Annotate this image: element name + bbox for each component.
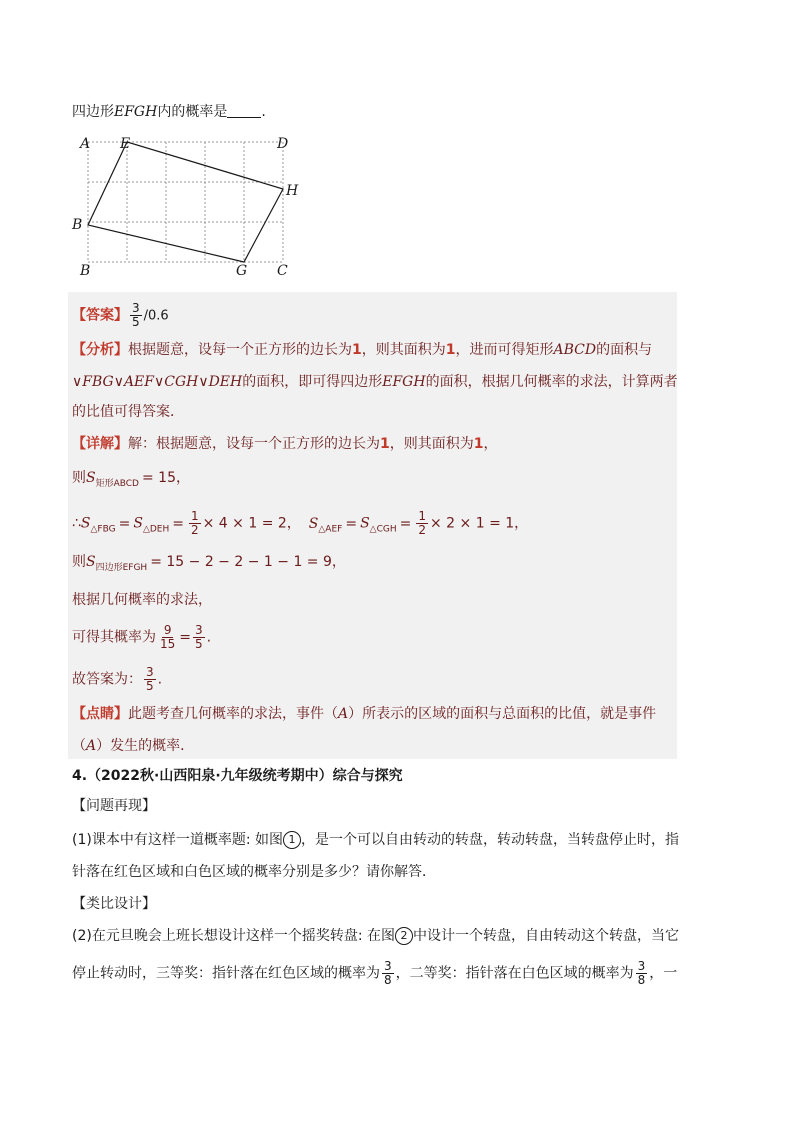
answer-blank: [227, 103, 261, 118]
label-g: G: [236, 263, 248, 279]
numerator: 1: [418, 509, 426, 523]
triangle-list: ∨FBG∨AEF∨CGH∨DEH: [72, 374, 243, 390]
text: （: [72, 738, 86, 754]
text: 四边形: [72, 104, 114, 120]
label-c: C: [277, 263, 288, 279]
text: (2)在元旦晚会上班长想设计这样一个摇奖转盘: 在图: [72, 928, 395, 944]
label-a: A: [80, 136, 91, 152]
text: 【类比设计】: [72, 896, 156, 912]
subscript: △FBG: [90, 524, 116, 535]
detail-line-4: [72, 552, 346, 578]
q4-p1-line-2: [72, 862, 436, 882]
detail-tag: 【详解】: [72, 436, 128, 452]
text: 故答案为：: [72, 671, 142, 688]
numerator: 1: [190, 509, 199, 523]
q4-p2-line-2: [72, 960, 677, 987]
text: 4.（2022秋·山西阳泉·九年级统考期中）综合与探究: [72, 768, 403, 784]
quad-label: EFGH: [382, 374, 426, 390]
text: .: [157, 671, 163, 688]
geometry-figure: [68, 132, 308, 282]
text: × 2 × 1 = 1，: [430, 515, 529, 532]
text: 则: [72, 470, 86, 486]
detail-line-5: [72, 590, 212, 610]
text: 解：根据题意，设每一个正方形的边长为: [128, 436, 380, 452]
numerator: 3: [637, 959, 646, 973]
number: 1: [473, 436, 484, 452]
fraction: [130, 302, 142, 329]
text: =: [172, 515, 184, 532]
detail-line-6: [72, 624, 211, 651]
text: (1)课本中有这样一道概率题: 如图: [72, 832, 283, 848]
event-label: A: [86, 738, 97, 754]
denominator: 15: [160, 637, 176, 651]
analysis-line-2: [72, 372, 678, 392]
number: 1: [445, 342, 456, 358]
text: 根据题意，设每一个正方形的边长为: [128, 342, 352, 358]
text: 此题考查几何概率的求法，事件（: [128, 706, 338, 722]
number: 1: [380, 436, 390, 452]
fraction: [382, 960, 394, 987]
area-symbol: S: [308, 515, 319, 532]
text: ∴: [72, 515, 81, 532]
text: .: [206, 629, 212, 646]
label-h: H: [286, 183, 299, 199]
answer-alt: /0.6: [143, 308, 169, 324]
comment-line-2: [72, 736, 194, 756]
detail-line-3: [72, 510, 528, 540]
text: =: [399, 515, 412, 532]
numerator: 3: [195, 623, 203, 637]
number: 1: [352, 342, 362, 358]
text: ，是一个可以自由转动的转盘，转动转盘，当转盘停止时，指: [301, 832, 679, 848]
fraction: [416, 510, 428, 537]
text: × 4 × 1 = 2，: [202, 515, 301, 532]
answer-line: [72, 302, 169, 329]
numerator: 9: [163, 623, 172, 637]
fraction: [636, 960, 648, 987]
denominator: 5: [132, 315, 140, 329]
detail-line-2: [72, 468, 190, 494]
circled-number: 2: [395, 927, 413, 945]
text: 【问题再现】: [72, 798, 156, 814]
fraction: [189, 510, 201, 537]
fraction: [158, 624, 177, 651]
text: ，二等奖：指针落在白色区域的概率为: [395, 965, 634, 982]
denominator: 8: [637, 973, 646, 987]
text: ）发生的概率．: [96, 738, 195, 754]
text: 的面积与: [596, 342, 653, 358]
quadrilateral-efgh: [88, 142, 283, 262]
analysis-line-3: [72, 402, 184, 422]
text: 的面积，根据几何概率的求法，计算两者: [425, 374, 678, 390]
rect-label: ABCD: [553, 342, 597, 358]
denominator: 5: [146, 679, 154, 693]
subscript: △AEF: [318, 524, 343, 535]
text: 针落在红色区域和白色区域的概率分别是多少？请你解答．: [72, 864, 436, 880]
quad-label: EFGH: [114, 104, 158, 120]
comment-line-1: [72, 704, 656, 724]
text: =: [118, 515, 131, 532]
denominator: 2: [190, 523, 199, 537]
numerator: 3: [384, 959, 392, 973]
text: ，进而可得矩形: [455, 342, 554, 358]
q4-section-2: [72, 894, 156, 914]
text: ，则其面积为: [361, 342, 446, 358]
event-label: A: [338, 706, 349, 722]
text: ）所表示的区域的面积与总面积的比值，就是事件: [348, 706, 657, 722]
fraction: [144, 666, 156, 693]
text: = 15 − 2 − 2 − 1 − 1 = 9，: [150, 554, 346, 570]
text: 根据几何概率的求法，: [72, 592, 212, 608]
text: =: [179, 629, 192, 646]
subscript: 四边形EFGH: [95, 563, 148, 573]
circled-number: 1: [283, 831, 301, 849]
text: 的面积，即可得四边形: [242, 374, 383, 390]
area-symbol: S: [86, 470, 96, 486]
question-tail: [72, 102, 266, 122]
label-d: D: [277, 136, 289, 152]
text: 内的概率是: [157, 104, 228, 120]
area-symbol: S: [133, 515, 143, 532]
q4-heading: [72, 766, 403, 786]
comment-tag: 【点睛】: [72, 706, 128, 722]
subscript: 矩形ABCD: [95, 479, 139, 489]
denominator: 2: [418, 523, 426, 537]
text: 可得其概率为: [72, 629, 156, 646]
text: ，: [483, 436, 498, 452]
q4-p1-line-1: [72, 830, 679, 850]
subscript: △CGH: [369, 524, 397, 535]
label-e: E: [120, 136, 131, 152]
analysis-line-1: [72, 340, 652, 360]
area-symbol: S: [360, 515, 370, 532]
q4-p2-line-1: [72, 926, 679, 946]
q4-section-1: [72, 796, 156, 816]
text: 停止转动时，三等奖：指针落在红色区域的概率为: [72, 965, 380, 982]
subscript: △DEH: [142, 524, 170, 535]
text: ，一: [649, 965, 678, 982]
label-b-bottom: B: [80, 263, 91, 279]
denominator: 8: [384, 973, 392, 987]
text: ，则其面积为: [389, 436, 474, 452]
text: = 15，: [141, 470, 190, 486]
detail-line-1: [72, 434, 498, 454]
detail-line-7: [72, 666, 162, 693]
area-symbol: S: [86, 554, 96, 570]
answer-tag: 【答案】: [72, 307, 128, 324]
fraction: [193, 624, 205, 651]
text: 则: [72, 554, 86, 570]
text: =: [345, 515, 358, 532]
text: 中设计一个转盘，自由转动这个转盘，当它: [413, 928, 679, 944]
text: 的比值可得答案．: [72, 404, 184, 420]
text: .: [261, 104, 266, 120]
denominator: 5: [195, 637, 203, 651]
analysis-tag: 【分析】: [72, 342, 128, 358]
label-b: B: [72, 217, 83, 233]
numerator: 3: [146, 665, 154, 679]
area-symbol: S: [80, 515, 91, 532]
numerator: 3: [132, 301, 140, 315]
